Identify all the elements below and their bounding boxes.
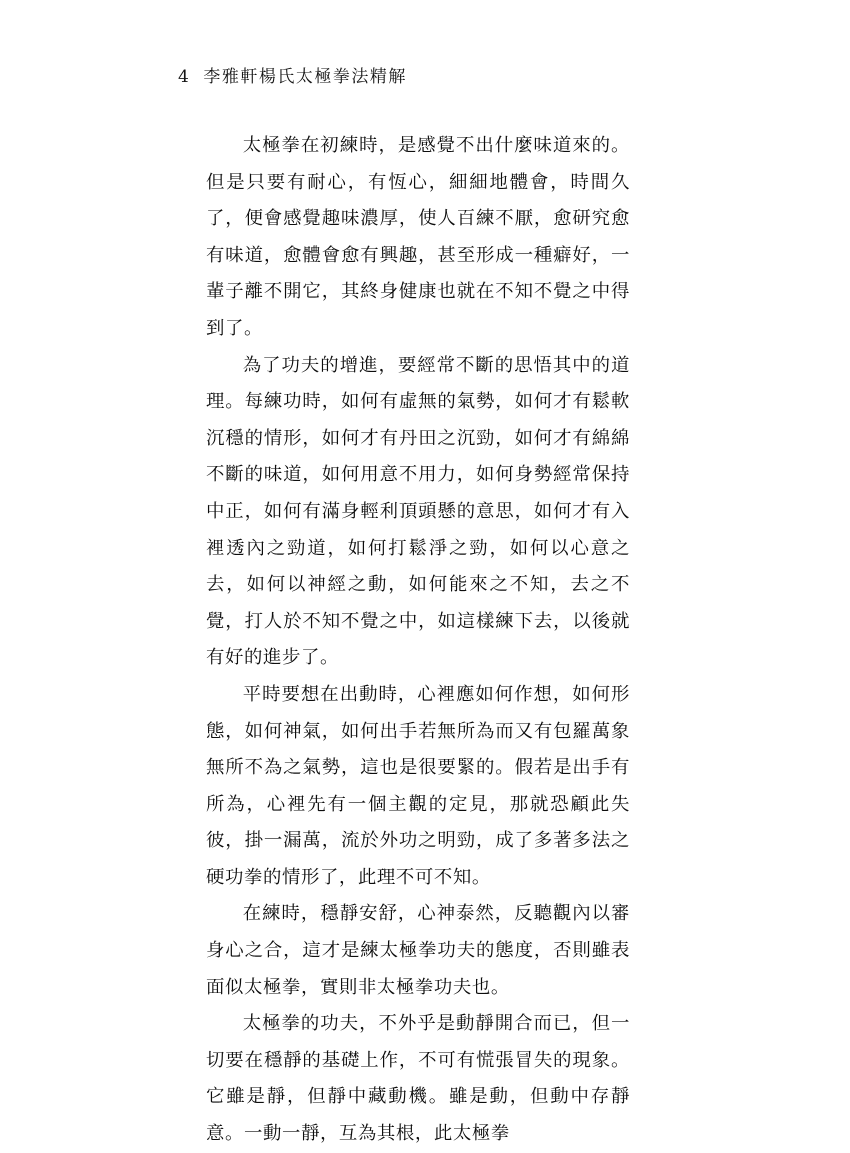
paragraph: 太極拳在初練時，是感覺不出什麼味道來的。但是只要有耐心，有恆心，細細地體會，時間久了，便會感覺趣味濃厚，使人百練不厭，愈研究愈有味道，愈體會愈有興趣，甚至形成一種癖好，一輩子離不開它，其終身健康也就在不知不覺之中得到了。 <box>206 135 630 339</box>
paragraph: 在練時，穩靜安舒，心神泰然，反聽觀內以審身心之合，這才是練太極拳功夫的態度，否則雖表面似太極拳，實則非太極拳功夫也。 <box>206 903 630 998</box>
page-header <box>178 62 407 87</box>
body-text-column <box>206 128 630 1153</box>
paragraph: 太極拳的功夫，不外乎是動靜開合而已，但一切要在穩靜的基礎上作，不可有慌張冒失的現象。它雖是靜，但靜中藏動機。雖是動，但動中存靜意。一動一靜，互為其根，此太極拳 <box>206 1013 630 1145</box>
paragraph: 為了功夫的增進，要經常不斷的思悟其中的道理。每練功時，如何有虛無的氣勢，如何才有鬆軟沉穩的情形，如何才有丹田之沉勁，如何才有綿綿不斷的味道，如何用意不用力，如何身勢經常保持中正，如何有滿身輕利頂頭懸的意思，如何才有入裡透內之勁道，如何打鬆淨之勁，如何以心意之去，如何以神經之動，如何能來之不知，去之不覺，打人於不知不覺之中，如這樣練下去，以後就有好的進步了。 <box>206 354 630 669</box>
running-title: 李雅軒楊氏太極拳法精解 <box>203 67 407 87</box>
paragraph: 平時要想在出動時，心裡應如何作想，如何形態，如何神氣，如何出手若無所為而又有包羅萬象無所不為之氣勢，這也是很要緊的。假若是出手有所為，心裡先有一個主觀的定見，那就恐顧此失彼，掛一漏萬，流於外功之明勁，成了多著多法之硬功拳的情形了，此理不可不知。 <box>206 683 630 888</box>
page-number: 4 <box>178 67 190 87</box>
